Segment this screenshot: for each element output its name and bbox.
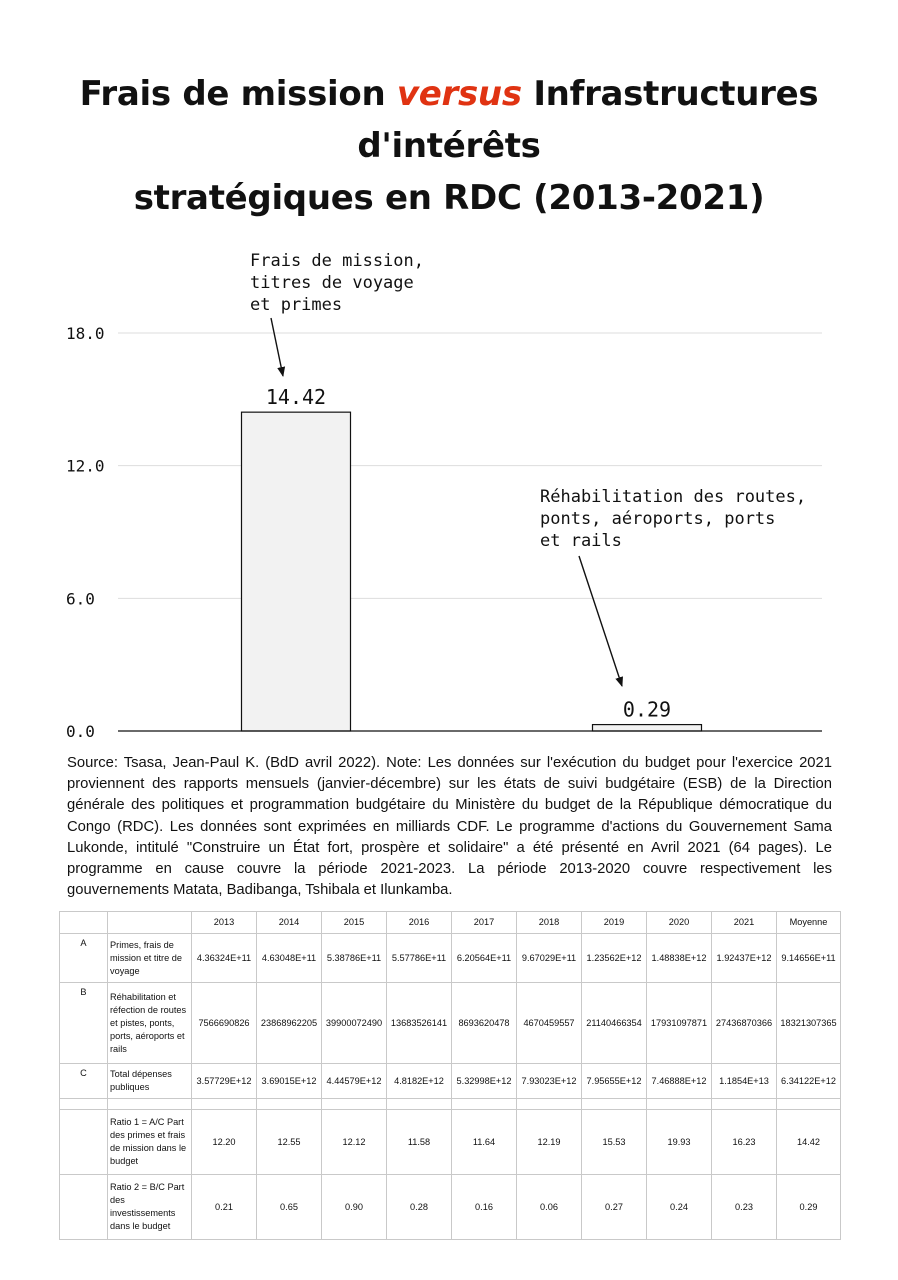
table-header-cell: 2019 <box>582 912 647 934</box>
table-cell: 39900072490 <box>322 983 387 1064</box>
table-cell: 12.20 <box>192 1110 257 1175</box>
annotation-text: Réhabilitation des routes, <box>540 487 807 507</box>
table-cell: 16.23 <box>712 1110 777 1175</box>
table-cell: 1.48838E+12 <box>647 934 712 983</box>
table-spacer-cell <box>517 1099 582 1110</box>
table-row <box>60 1110 841 1175</box>
table-cell: 1.23562E+12 <box>582 934 647 983</box>
table-cell: 12.55 <box>257 1110 322 1175</box>
source-note: Source: Tsasa, Jean-Paul K. (BdD avril 2022). Note: Les données sur l'exécution du budget pour l'exercice 2021 proviennent des rapports mensuels (janvier-décembre) sur les états de suivi budgétaire (ESB) de la Direction générale des politiques et programmation budgétaire du Ministère du budget de la République démocratique du Congo (RDC). Les données sont exprimées en milliards CDF. Le programme d'actions du Gouvernement Sama Lukonde, intitulé "Construire un État fort, prospère et solidaire" a été présenté en Avril 2021 (64 pages). Le programme en cause couvre la période 2021-2023. La période 2013-2020 couvre respectivement les gouvernements Matata, Badibanga, Tshibala et Ilunkamba. <box>67 755 832 899</box>
table-cell: 5.57786E+11 <box>387 934 452 983</box>
table-header-cell: 2021 <box>712 912 777 934</box>
table-cell: 4.36324E+11 <box>192 934 257 983</box>
table-cell: 11.58 <box>387 1110 452 1175</box>
y-tick-label: 12.0 <box>66 456 105 476</box>
table-spacer-cell <box>712 1099 777 1110</box>
table-row <box>60 1175 841 1240</box>
table-cell: 8693620478 <box>452 983 517 1064</box>
row-id: A <box>60 934 108 983</box>
table-cell: 4.44579E+12 <box>322 1064 387 1099</box>
table-cell: 19.93 <box>647 1110 712 1175</box>
row-label: Total dépenses publiques <box>108 1064 192 1099</box>
row-id <box>60 1110 108 1175</box>
table-cell: 14.42 <box>777 1110 841 1175</box>
table-cell: 7.93023E+12 <box>517 1064 582 1099</box>
table-cell: 7.46888E+12 <box>647 1064 712 1099</box>
row-label: Ratio 2 = B/C Part des investissements dans le budget <box>108 1175 192 1240</box>
annotation-text: ponts, aéroports, ports <box>540 509 776 529</box>
table-cell: 6.34122E+12 <box>777 1064 841 1099</box>
title-accent: versus <box>396 74 522 114</box>
table-header-cell: Moyenne <box>777 912 841 934</box>
bar-value-label: 0.29 <box>622 697 672 722</box>
row-id: B <box>60 983 108 1064</box>
table-cell: 17931097871 <box>647 983 712 1064</box>
table-cell: 12.12 <box>322 1110 387 1175</box>
table-header-cell: 2013 <box>192 912 257 934</box>
table-header-cell: 2014 <box>257 912 322 934</box>
table-cell: 13683526141 <box>387 983 452 1064</box>
data-table <box>59 911 841 1240</box>
annotation-text: Frais de mission, <box>250 251 424 271</box>
title-part-1: Frais de mission <box>79 74 397 114</box>
table-spacer-cell <box>777 1099 841 1110</box>
table-header-cell: 2015 <box>322 912 387 934</box>
table-corner-cell <box>108 912 192 934</box>
table-corner-cell <box>60 912 108 934</box>
table-spacer-cell <box>647 1099 712 1110</box>
y-tick-label: 18.0 <box>66 324 105 343</box>
table-cell: 0.23 <box>712 1175 777 1240</box>
table-spacer-row <box>60 1099 841 1110</box>
bar-value-label: 14.42 <box>265 385 327 410</box>
table-cell: 0.16 <box>452 1175 517 1240</box>
table-cell: 23868962205 <box>257 983 322 1064</box>
y-tick-label: 6.0 <box>66 589 95 609</box>
table-spacer-cell <box>257 1099 322 1110</box>
annotation-text: et primes <box>250 295 343 315</box>
table-header-cell: 2020 <box>647 912 712 934</box>
annotation-arrow <box>579 556 622 686</box>
table-cell: 1.1854E+13 <box>712 1064 777 1099</box>
table-header-cell: 2017 <box>452 912 517 934</box>
table-spacer-cell <box>582 1099 647 1110</box>
row-id: C <box>60 1064 108 1099</box>
gridlines <box>118 333 822 598</box>
y-axis-ticks <box>66 324 105 741</box>
table-cell: 0.90 <box>322 1175 387 1240</box>
annotation-text: titres de voyage <box>250 273 414 293</box>
table-cell: 15.53 <box>582 1110 647 1175</box>
table-cell: 0.27 <box>582 1175 647 1240</box>
table-cell: 0.21 <box>192 1175 257 1240</box>
table-cell: 3.69015E+12 <box>257 1064 322 1099</box>
table-cell: 5.38786E+11 <box>322 934 387 983</box>
annotation-text: et rails <box>540 531 622 551</box>
table-cell: 12.19 <box>517 1110 582 1175</box>
table-cell: 0.06 <box>517 1175 582 1240</box>
table-cell: 4.63048E+11 <box>257 934 322 983</box>
row-label: Réhabilitation et réfection de routes et pistes, ponts, ports, aéroports et rails <box>108 983 192 1064</box>
title-line-2: stratégiques en RDC (2013-2021) <box>133 178 765 218</box>
table-cell: 0.65 <box>257 1175 322 1240</box>
table-cell: 18321307365 <box>777 983 841 1064</box>
table-cell: 27436870366 <box>712 983 777 1064</box>
annotation-arrow <box>271 318 283 376</box>
bar <box>593 725 702 731</box>
table-cell: 5.32998E+12 <box>452 1064 517 1099</box>
table-cell: 0.29 <box>777 1175 841 1240</box>
title-part-2: Infrastructures d'intérêts <box>357 74 819 166</box>
table-spacer-cell <box>192 1099 257 1110</box>
table-cell: 4670459557 <box>517 983 582 1064</box>
table-cell: 21140466354 <box>582 983 647 1064</box>
table-cell: 7.95655E+12 <box>582 1064 647 1099</box>
bar <box>242 412 351 731</box>
row-label: Primes, frais de mission et titre de voyage <box>108 934 192 983</box>
table-cell: 6.20564E+11 <box>452 934 517 983</box>
table-spacer-cell <box>108 1099 192 1110</box>
table-spacer-cell <box>322 1099 387 1110</box>
table-row <box>60 934 841 983</box>
table-cell: 3.57729E+12 <box>192 1064 257 1099</box>
row-id <box>60 1175 108 1240</box>
table-header-cell: 2018 <box>517 912 582 934</box>
table-cell: 11.64 <box>452 1110 517 1175</box>
table-cell: 0.28 <box>387 1175 452 1240</box>
table-spacer-cell <box>387 1099 452 1110</box>
table-cell: 7566690826 <box>192 983 257 1064</box>
bars <box>242 412 702 731</box>
table-row <box>60 983 841 1064</box>
table-header-cell: 2016 <box>387 912 452 934</box>
table-spacer-cell <box>60 1099 108 1110</box>
table-cell: 0.24 <box>647 1175 712 1240</box>
table-row <box>60 1064 841 1099</box>
table-cell: 9.14656E+11 <box>777 934 841 983</box>
table-header-row <box>60 912 841 934</box>
y-tick-label: 0.0 <box>66 722 95 741</box>
table-cell: 4.8182E+12 <box>387 1064 452 1099</box>
table-cell: 1.92437E+12 <box>712 934 777 983</box>
table-spacer-cell <box>452 1099 517 1110</box>
row-label: Ratio 1 = A/C Part des primes et frais de mission dans le budget <box>108 1110 192 1175</box>
table-cell: 9.67029E+11 <box>517 934 582 983</box>
